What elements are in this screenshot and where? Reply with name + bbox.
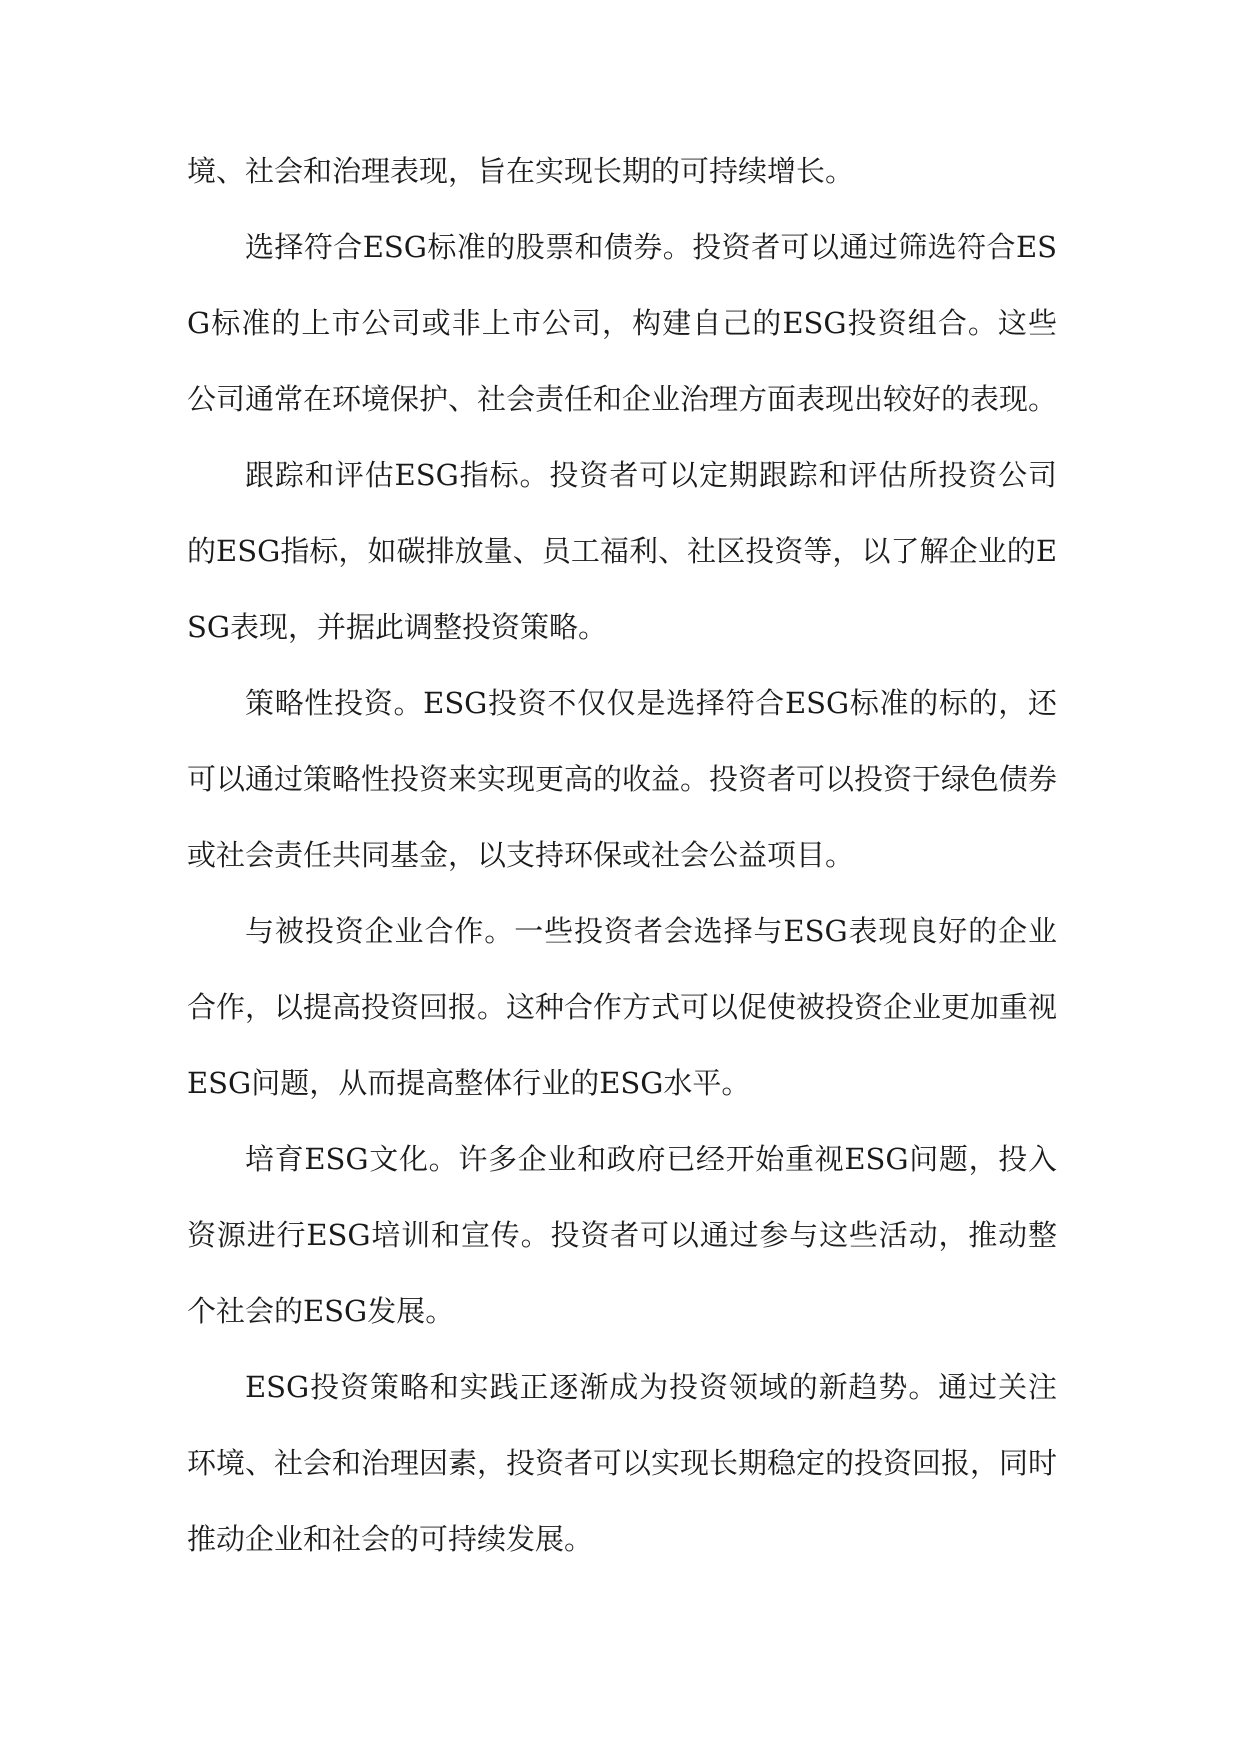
- paragraph-continuation: 境、社会和治理表现，旨在实现长期的可持续增长。: [187, 154, 855, 188]
- body-text: [187, 133, 1057, 1577]
- paragraph-conclusion: ESG投资策略和实践正逐渐成为投资领域的新趋势。通过关注环境、社会和治理因素，投资者可以实现长期稳定的投资回报，同时推动企业和社会的可持续发展。: [187, 1370, 1058, 1556]
- paragraph-cooperation: 与被投资企业合作。一些投资者会选择与ESG表现良好的企业合作，以提高投资回报。这种合作方式可以促使被投资企业更加重视ESG问题，从而提高整体行业的ESG水平。: [187, 914, 1058, 1100]
- paragraph-track-evaluate: 跟踪和评估ESG指标。投资者可以定期跟踪和评估所投资公司的ESG指标，如碳排放量、员工福利、社区投资等，以了解企业的ESG表现，并据此调整投资策略。: [187, 458, 1057, 644]
- paragraph-esg-culture: 培育ESG文化。许多企业和政府已经开始重视ESG问题，投入资源进行ESG培训和宣传。投资者可以通过参与这些活动，推动整个社会的ESG发展。: [187, 1142, 1057, 1328]
- paragraph-esg-stocks-bonds: 选择符合ESG标准的股票和债券。投资者可以通过筛选符合ESG标准的上市公司或非上市公司，构建自己的ESG投资组合。这些公司通常在环境保护、社会责任和企业治理方面表现出较好的表现。: [187, 230, 1058, 416]
- paragraph-strategic-investment: 策略性投资。ESG投资不仅仅是选择符合ESG标准的标的，还可以通过策略性投资来实现更高的收益。投资者可以投资于绿色债券或社会责任共同基金，以支持环保或社会公益项目。: [187, 686, 1058, 872]
